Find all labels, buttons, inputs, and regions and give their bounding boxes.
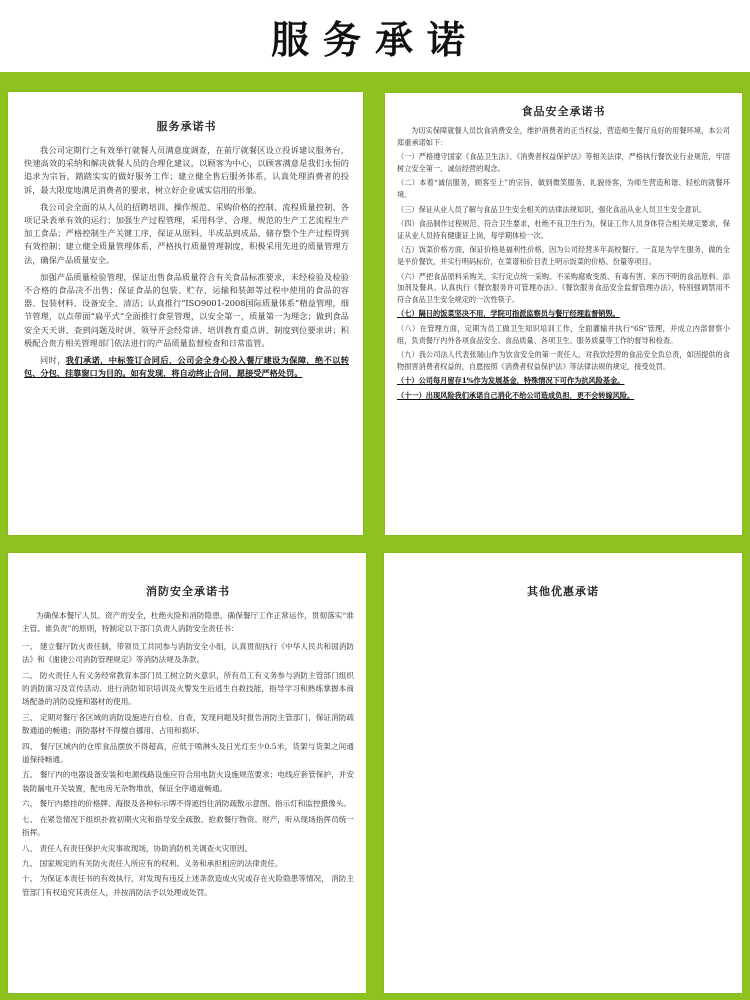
list-item: （五）饭菜价格方面，保证价格是福利性价格，因为公司经营多年高校餐厅，一直是为学生服务，做的全是平价餐饮，并实行明码标价，在菜谱和价目表上明示饭菜的价格、份量等项目。 (397, 245, 730, 266)
list-item: 九、 国家规定的有关防火责任人所应有的权利、义务和承担相应的法律责任。 (22, 858, 283, 868)
list-item: （六）严把食品原料采购关，实行定点统一采购。不采购腐败变质、有毒有害、来历不明的食品原料、添加剂及餐具。认真执行《餐饮服务许可管理办法》、《餐饮服务食品安全监督管理办法》，特别强调禁用不符合食品卫生安全规定的一次性筷子。 (397, 271, 730, 304)
fire-safety-commitment-document (8, 553, 366, 993)
list-item: （一）严格遵守国家《食品卫生法》、《消费者权益保护法》等相关法律，严格执行餐饮业行业规范，牢固树立安全第一、诚信经营的观念。 (397, 152, 730, 173)
list-item: （二）本着“诚信服务，顾客至上”的宗旨，做到微笑服务、礼貌待客，为师生营造和谐、轻松的就餐环境。 (397, 178, 730, 199)
paragraph: 加强产品质量检验管理，保证出售食品质量符合有关食品标准要求，未经检验及检验不合格的食品决不出售；保证食品的包装、贮存、运输和装卸等过程中使用的食品的容器、包装材料、设备安全、清洁；认真推行“ISO9001-2008国际质量体系”精益管理，细节管理，以点带面“扁平式”全面推行食堂管理，以安全第一，质量第一为理念；做到食品安全天天讲、查到问题及时讲、领导开会经常讲、培训教育重点讲、制度到位要求讲；积极配合贵方相关管理部门依法进行的产品质量监督检查和日常监管。 (24, 271, 349, 348)
list-item: 十、 为保证本责任书的有效执行，对发现有违反上述条款造成火灾或存在火险隐患等情况， 消防主管部门有权追究其责任人，并按消防法予以处理或处罚。 (22, 874, 354, 897)
list-item: 五、 餐厅内的电器设备安装和电源线路设施应符合用电防火设施规范要求；电线应套管保护，并安装防漏电开关装置，配电房无杂物堆放，保证全序通道畅通。 (22, 770, 354, 793)
list-item: （三）保证从业人员了解与食品卫生安全相关的法律法规知识，强化食品从业人员卫生安全意识。 (397, 204, 707, 214)
underlined-promise: 我们承诺，中标签订合同后，公司会全身心投入餐厅建设为保障，绝不以转包、分包、挂靠窗口为目的。如有发现，将自动终止合同，愿接受严格处罚。 (24, 355, 349, 379)
paragraph: 我公司会全面的从人员的招聘培训、操作规范、采购价格的控制、流程质量控制、各项记录表单有效的运行；加强生产过程管理，采用科学、合理、规范的生产工艺流程生产加工食品；严格控制生产关键工序，保证从原料、半成品到成品、储存整个生产过程得到有效控制；建立健全质量管理体系，严格执行质量管理制度，积极采用先进的质量管理方法，确保产品质量安全。 (24, 201, 349, 265)
other-commitment-document (384, 553, 742, 993)
paragraph: 我公司定期行之有效举行就餐人员满意度调查，在前厅就餐区设立投诉建议服务台，快速高效的采纳和解决就餐人员的合理化建议，以顾客为中心，以顾客满意是我们永恒的追求为宗旨，踏踏实实的做好服务工作；建立健全售后服务体系，认真处理消费者的投诉，最大限度地满足消费者的要求，树立好企业诚实信用的形象。 (24, 145, 349, 195)
page-title: 服务承诺 (270, 17, 479, 62)
intro-paragraph: 为切实保障就餐人员饮食消费安全，维护消费者的正当权益，营造师生餐厅良好的用餐环境，本公司郑重承诺如下： (397, 126, 730, 147)
intro-paragraph: 为确保本餐厅人员、资产的安全，杜绝火险和消防隐患，确保餐厅工作正常运作，贯彻落实“谁主管、谁负责”的原则，特制定以下部门负责人消防安全责任书： (22, 611, 354, 634)
list-item (397, 308, 730, 320)
list-item: （九）我公司法人代表张瑞山作为饮食安全的第一责任人，对我饮经营的食品安全负总责，如因提供的食物损害消费者权益的，自愿按照《消费者权益保护法》等法律法规的规定，接受处罚。 (397, 350, 730, 371)
list-item: 一、 建立餐厅防火责任制，带领员工共同参与消防安全小组，认真贯彻执行《中华人民共和国消防法》和《谢捷公司消防管理规定》等消防法规及条款。 (22, 641, 354, 665)
underlined-item: （七）隔日的饭菜坚决不用，学院可指派监察员与餐厅经理监督销毁。 (397, 309, 620, 319)
list-item (397, 375, 730, 387)
food-safety-commitment-document (385, 93, 742, 535)
paragraph-lead: 同时， (40, 355, 66, 366)
list-item: 四、 餐厅区域内的仓库食品摆放不得超高，应低于喷淋头及日光灯至少0.5米，货架与货架之间通道保持畅通。 (22, 741, 354, 765)
document-title: 其他优惠承诺 (527, 585, 599, 598)
document-title: 服务承诺书 (156, 120, 217, 133)
document-title: 食品安全承诺书 (521, 105, 606, 118)
document-title: 消防安全承诺书 (146, 585, 230, 598)
paragraph (24, 354, 349, 380)
service-commitment-document (8, 92, 363, 535)
page-header (0, 0, 750, 72)
list-item: 三、 定期对餐厅各区域的消防设施进行自检、自查，发现问题及时报告消防主管部门，保证消防疏散通道的畅通；消防器材不得擅自挪用、占用和损坏。 (22, 712, 354, 736)
list-item: 七、 在紧急情况下组织扑救初期火灾和指导安全疏散、抢救餐厅物资、财产，听从现场指挥员统一指挥。 (22, 814, 354, 838)
list-item: （八）在管理方面，定期为员工做卫生知识培训工作，全面灌输并执行“6S”管理，并成立内部督察小组，负责餐厅内外各项食品安全、食品质量、各项卫生、服务质量等工作的督导和检查。 (397, 323, 730, 345)
underlined-item: （十一）出现风险我们承诺自己消化不给公司造成负担，更不会转嫁风险。 (397, 390, 635, 400)
list-item (397, 390, 730, 402)
list-item: （四）食品制作过程规范、符合卫生要求，杜绝不良卫生行为，保证工作人员身体符合相关规定要求，保证从业人员持有健康证上岗，每学期体检一次。 (397, 219, 730, 240)
underlined-item: （十）公司每月留存1%作为发展基金，特殊情况下可作为抗风险基金。 (397, 376, 625, 386)
list-item: 六、 餐厅内悬挂的价格牌、海报及各种标示牌不得遮挡住消防疏散示意图、指示灯和监控摄像头。 (22, 799, 351, 809)
list-item: 八、 责任人有责任保护火灾事故现场，协助消防机关调查火灾原因。 (22, 843, 253, 853)
list-item: 二、 防火责任人有义务经常教育本部门员工树立防火意识，所有员工有义务参与消防主管部门组织的消防演习及宣传活动、进行消防知识培训及火警发生后逃生自救技能，指导学习和熟练掌握本商场配备的消防设施和器材的使用。 (22, 670, 354, 707)
